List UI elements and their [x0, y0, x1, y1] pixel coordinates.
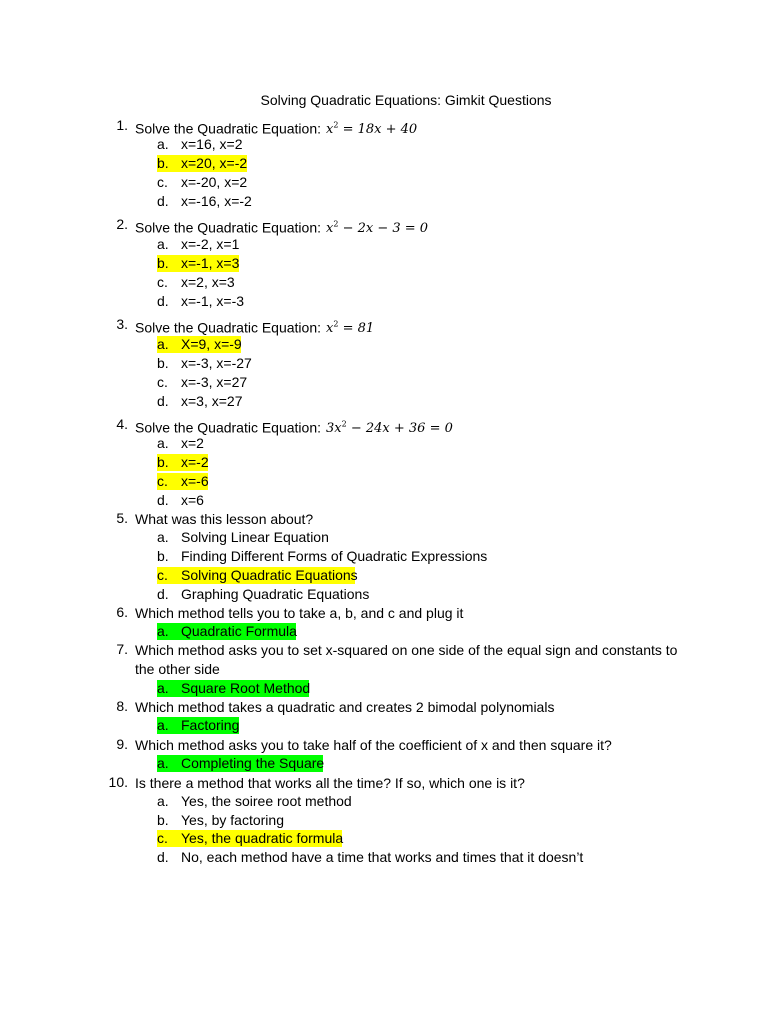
answer-option-highlighted: b. x=-1, x=3	[157, 255, 240, 271]
answer-option: d. x=3, x=27	[157, 393, 243, 409]
question-6	[0, 604, 700, 624]
answer-option-highlighted: a. Quadratic Formula	[157, 623, 297, 639]
answer-option-highlighted: a. X=9, x=-9	[157, 336, 242, 352]
answer-option-highlighted: a. Completing the Square	[157, 755, 325, 771]
answer-option: c. x=-20, x=2	[157, 174, 248, 190]
equation: $x^2 - 2x - 3 = 0$	[326, 220, 429, 237]
answer-option: d. x=6	[157, 492, 204, 508]
question-7	[0, 641, 700, 681]
question-8	[0, 698, 700, 718]
question-4	[0, 416, 700, 436]
answer-option: b. Finding Different Forms of Quadratic Expressions	[157, 548, 488, 564]
question-text: Is there a method that works all the time? If so, which one is it?	[135, 775, 525, 791]
question-number: 7.	[116, 641, 128, 657]
answer-option: b. x=-3, x=-27	[157, 355, 252, 371]
question-number: 3.	[116, 316, 128, 332]
answer-option: a. Solving Linear Equation	[157, 529, 329, 545]
question-text: Which method tells you to take a, b, and c and plug it	[135, 605, 464, 621]
answer-option-highlighted: c. Solving Quadratic Equations	[157, 567, 358, 583]
question-text: Solve the Quadratic Equation: $x^2 = 81$	[135, 319, 375, 337]
question-10	[0, 774, 700, 794]
answer-option-highlighted: b. x=-2	[157, 454, 209, 470]
question-text: Solve the Quadratic Equation: $x^2 - 2x - 3 = 0$	[135, 219, 429, 237]
question-2	[0, 216, 700, 236]
question-number: 4.	[116, 416, 128, 432]
question-number: 5.	[116, 510, 128, 526]
answer-option: a. x=16, x=2	[157, 136, 243, 152]
answer-option: d. No, each method have a time that works and times that it doesn’t	[157, 849, 584, 865]
equation: $3x^2 - 24x + 36 = 0$	[326, 420, 453, 437]
question-5	[0, 510, 700, 530]
question-text: Solve the Quadratic Equation: $3x^2 - 24x + 36 = 0$	[135, 419, 453, 437]
question-number: 10.	[108, 774, 128, 790]
answer-option: a. x=-2, x=1	[157, 236, 240, 252]
answer-option-highlighted: a. Square Root Method	[157, 680, 311, 696]
answer-option: c. x=-3, x=27	[157, 374, 248, 390]
question-number: 1.	[116, 117, 128, 133]
question-number: 9.	[116, 736, 128, 752]
question-text: What was this lesson about?	[135, 511, 314, 527]
answer-option: c. x=2, x=3	[157, 274, 235, 290]
question-3	[0, 316, 700, 336]
question-number: 6.	[116, 604, 128, 620]
question-number: 8.	[116, 698, 128, 714]
equation: $x^2 = 18x + 40$	[326, 121, 418, 138]
answer-option-highlighted: b. x=20, x=-2	[157, 155, 248, 171]
question-1	[0, 117, 700, 137]
answer-option-highlighted: c. x=-6	[157, 473, 209, 489]
question-text: Which method asks you to take half of the coefficient of x and then square it?	[135, 737, 612, 753]
answer-option: a. x=2	[157, 435, 204, 451]
answer-option: d. x=-16, x=-2	[157, 193, 252, 209]
answer-option: d. Graphing Quadratic Equations	[157, 586, 370, 602]
equation: $x^2 = 81$	[326, 320, 375, 337]
question-text: Solve the Quadratic Equation: $x^2 = 18x + 40$	[135, 120, 418, 138]
question-text: Which method asks you to set x-squared on one side of the equal sign and constants to the other side	[135, 642, 678, 677]
answer-option: d. x=-1, x=-3	[157, 293, 245, 309]
answer-option: b. Yes, by factoring	[157, 812, 284, 828]
question-9	[0, 736, 700, 756]
answer-option-highlighted: c. Yes, the quadratic formula	[157, 830, 344, 846]
answer-option-highlighted: a. Factoring	[157, 717, 240, 733]
page-title: Solving Quadratic Equations: Gimkit Questions	[260, 92, 552, 108]
question-number: 2.	[116, 216, 128, 232]
answer-option: a. Yes, the soiree root method	[157, 793, 352, 809]
question-text: Which method takes a quadratic and creates 2 bimodal polynomials	[135, 699, 555, 715]
